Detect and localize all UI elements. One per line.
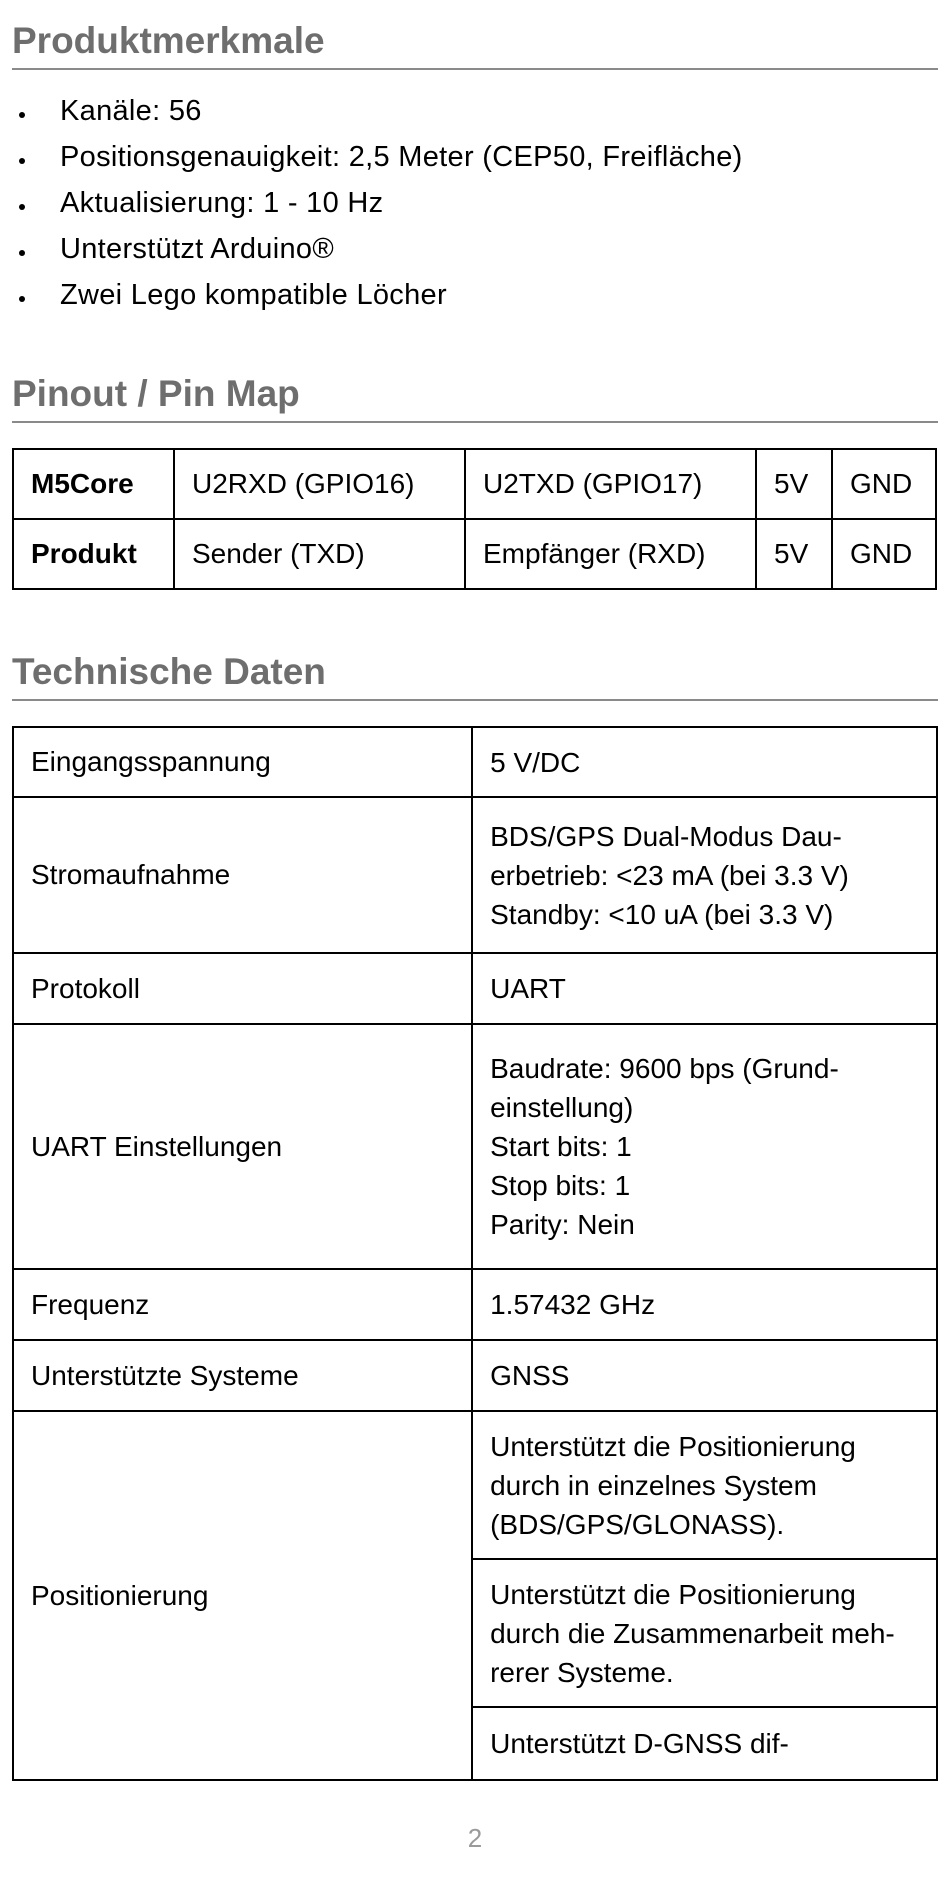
spec-value: 1.57432 GHz bbox=[472, 1269, 937, 1340]
spec-value bbox=[472, 1707, 937, 1780]
table-cell: Sender (TXD) bbox=[174, 519, 465, 589]
spec-label: Positionierung bbox=[13, 1411, 472, 1780]
pinout-table bbox=[12, 448, 937, 590]
spec-value-line: (BDS/GPS/GLONASS). bbox=[490, 1508, 785, 1540]
section-title-tech: Technische Daten bbox=[12, 653, 938, 701]
list-item: Positionsgenauigkeit: 2,5 Meter (CEP50, Freifläche) bbox=[12, 134, 912, 180]
table-row bbox=[13, 727, 937, 797]
spec-label: Protokoll bbox=[13, 953, 472, 1024]
spec-value-line: durch die Zusammenarbeit meh- bbox=[490, 1617, 895, 1649]
table-row bbox=[13, 1024, 937, 1269]
tech-specs-table bbox=[12, 726, 938, 1781]
spec-label: UART Einstellungen bbox=[13, 1024, 472, 1269]
table-row bbox=[13, 1269, 937, 1340]
spec-value-line: Unterstützt die Positionierung bbox=[490, 1578, 856, 1610]
spec-value bbox=[472, 1559, 937, 1707]
table-cell: Empfänger (RXD) bbox=[465, 519, 756, 589]
spec-value-line: erbetrieb: <23 mA (bei 3.3 V) bbox=[490, 859, 849, 891]
table-row bbox=[13, 1340, 937, 1411]
section-title-features: Produktmerkmale bbox=[12, 22, 938, 70]
spec-value-line: Parity: Nein bbox=[490, 1209, 635, 1240]
page-number: 2 bbox=[467, 1823, 483, 1853]
table-row bbox=[13, 953, 937, 1024]
spec-value: UART bbox=[472, 953, 937, 1024]
spec-value: GNSS bbox=[472, 1340, 937, 1411]
spec-value-line: rerer Systeme. bbox=[490, 1656, 674, 1688]
feature-list bbox=[12, 88, 912, 318]
table-cell: GND bbox=[832, 449, 936, 519]
table-row bbox=[13, 519, 936, 589]
spec-value-line: BDS/GPS Dual-Modus Dau- bbox=[490, 820, 842, 852]
section-title-pinout: Pinout / Pin Map bbox=[12, 375, 938, 423]
table-cell: GND bbox=[832, 519, 936, 589]
spec-value-line: Stop bits: 1 bbox=[490, 1170, 631, 1201]
list-item: Kanäle: 56 bbox=[12, 88, 912, 134]
spec-value bbox=[472, 797, 937, 953]
table-row bbox=[13, 449, 936, 519]
table-cell: 5V bbox=[756, 519, 832, 589]
spec-value-line: durch in einzelnes System bbox=[490, 1469, 817, 1501]
spec-value: 5 V/DC bbox=[472, 727, 937, 797]
spec-label: Eingangsspannung bbox=[13, 727, 472, 797]
table-row bbox=[13, 797, 937, 953]
spec-value-line: Start bits: 1 bbox=[490, 1131, 632, 1162]
spec-value-line: Unterstützt die Positionierung bbox=[490, 1430, 856, 1462]
spec-label: Stromaufnahme bbox=[13, 797, 472, 953]
list-item: Aktualisierung: 1 - 10 Hz bbox=[12, 180, 912, 226]
spec-label: Unterstützte Systeme bbox=[13, 1340, 472, 1411]
table-cell: 5V bbox=[756, 449, 832, 519]
spec-value-line: Baudrate: 9600 bps (Grund- bbox=[490, 1053, 839, 1084]
table-cell-header: Produkt bbox=[13, 519, 174, 589]
table-row bbox=[13, 1411, 937, 1559]
spec-value-line: Unterstützt D-GNSS dif- bbox=[490, 1728, 789, 1759]
table-cell-header: M5Core bbox=[13, 449, 174, 519]
list-item: Unterstützt Arduino® bbox=[12, 226, 912, 272]
table-cell: U2RXD (GPIO16) bbox=[174, 449, 465, 519]
table-cell: U2TXD (GPIO17) bbox=[465, 449, 756, 519]
spec-value bbox=[472, 1024, 937, 1269]
spec-label: Frequenz bbox=[13, 1269, 472, 1340]
spec-value-line: Standby: <10 uA (bei 3.3 V) bbox=[490, 898, 834, 930]
list-item: Zwei Lego kompatible Löcher bbox=[12, 272, 912, 318]
spec-value bbox=[472, 1411, 937, 1559]
spec-value-line: einstellung) bbox=[490, 1092, 634, 1123]
